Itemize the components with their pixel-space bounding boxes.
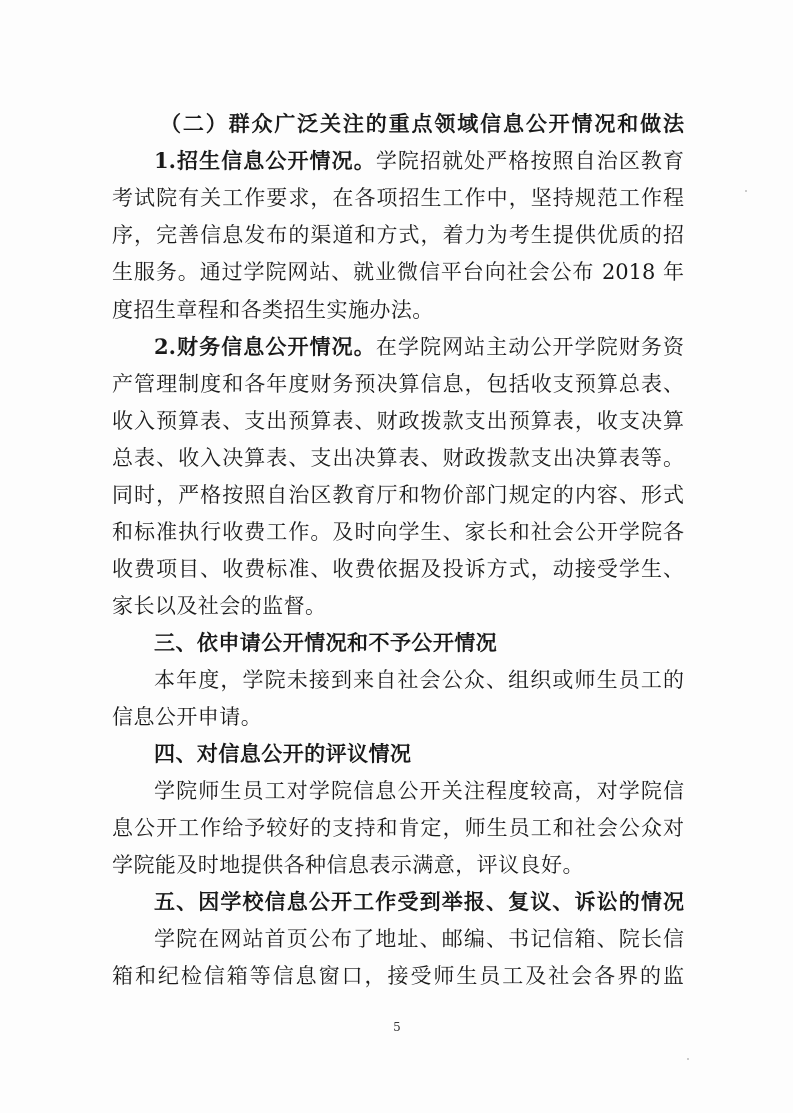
paragraph-enrollment-line-3: 序，完善信息发布的渠道和方式，着力为考生提供优质的招 bbox=[112, 223, 684, 247]
enrollment-heading: 1.招生信息公开情况。 bbox=[154, 148, 376, 173]
finance-line-1-text: 在学院网站主动公开学院财务资 bbox=[375, 335, 684, 359]
section-3-line-1: 本年度，学院未接到来自社会公众、组织或师生员工的 bbox=[154, 668, 684, 692]
paragraph-enrollment-line-4: 生服务。通过学院网站、就业微信平台向社会公布 2018 年 bbox=[112, 260, 684, 284]
section-3-heading: 三、依申请公开情况和不予公开情况 bbox=[154, 631, 498, 655]
paragraph-finance-line-6: 和标准执行收费工作。及时向学生、家长和社会公开学院各 bbox=[112, 520, 684, 544]
paragraph-finance-line-8: 家长以及社会的监督。 bbox=[112, 594, 327, 618]
paragraph-enrollment-line-5: 度招生章程和各类招生实施办法。 bbox=[112, 298, 434, 322]
page-number: 5 bbox=[393, 1020, 401, 1034]
paragraph-enrollment-line-2: 考试院有关工作要求，在各项招生工作中，坚持规范工作程 bbox=[112, 186, 684, 210]
section-5-line-2: 箱和纪检信箱等信息窗口，接受师生员工及社会各界的监 bbox=[112, 964, 684, 988]
section-title: （二）群众广泛关注的重点领域信息公开情况和做法 bbox=[160, 111, 684, 136]
paragraph-finance-line-4: 总表、收入决算表、支出决算表、财政拨款支出决算表等。 bbox=[112, 446, 684, 470]
section-5-heading: 五、因学校信息公开工作受到举报、复议、诉讼的情况 bbox=[154, 890, 684, 914]
paragraph-finance-line-3: 收入预算表、支出预算表、财政拨款支出预算表，收支决算 bbox=[112, 409, 684, 433]
paragraph-finance-line-5: 同时，严格按照自治区教育厅和物价部门规定的内容、形式 bbox=[112, 483, 684, 507]
section-4-line-1: 学院师生员工对学院信息公开关注程度较高，对学院信 bbox=[154, 779, 684, 803]
section-4-heading: 四、对信息公开的评议情况 bbox=[154, 742, 412, 766]
enrollment-line-1-text: 学院招就处严格按照自治区教育 bbox=[375, 149, 684, 173]
section-5-line-1: 学院在网站首页公布了地址、邮编、书记信箱、院长信 bbox=[154, 927, 684, 951]
paragraph-finance-line-7: 收费项目、收费标准、收费依据及投诉方式，动接受学生、 bbox=[112, 557, 684, 581]
section-3-line-2: 信息公开申请。 bbox=[112, 705, 263, 729]
paragraph-enrollment-line-1 bbox=[154, 147, 684, 175]
section-4-line-3: 学院能及时地提供各种信息表示满意，评议良好。 bbox=[112, 853, 584, 877]
section-4-line-2: 息公开工作给予较好的支持和肯定，师生员工和社会公众对 bbox=[112, 816, 684, 840]
finance-heading: 2.财务信息公开情况。 bbox=[154, 334, 376, 359]
paragraph-finance-line-1 bbox=[154, 333, 684, 361]
scan-speck bbox=[687, 1058, 689, 1060]
paragraph-finance-line-2: 产管理制度和各年度财务预决算信息，包括收支预算总表、 bbox=[112, 372, 684, 396]
scan-speck bbox=[745, 190, 747, 192]
